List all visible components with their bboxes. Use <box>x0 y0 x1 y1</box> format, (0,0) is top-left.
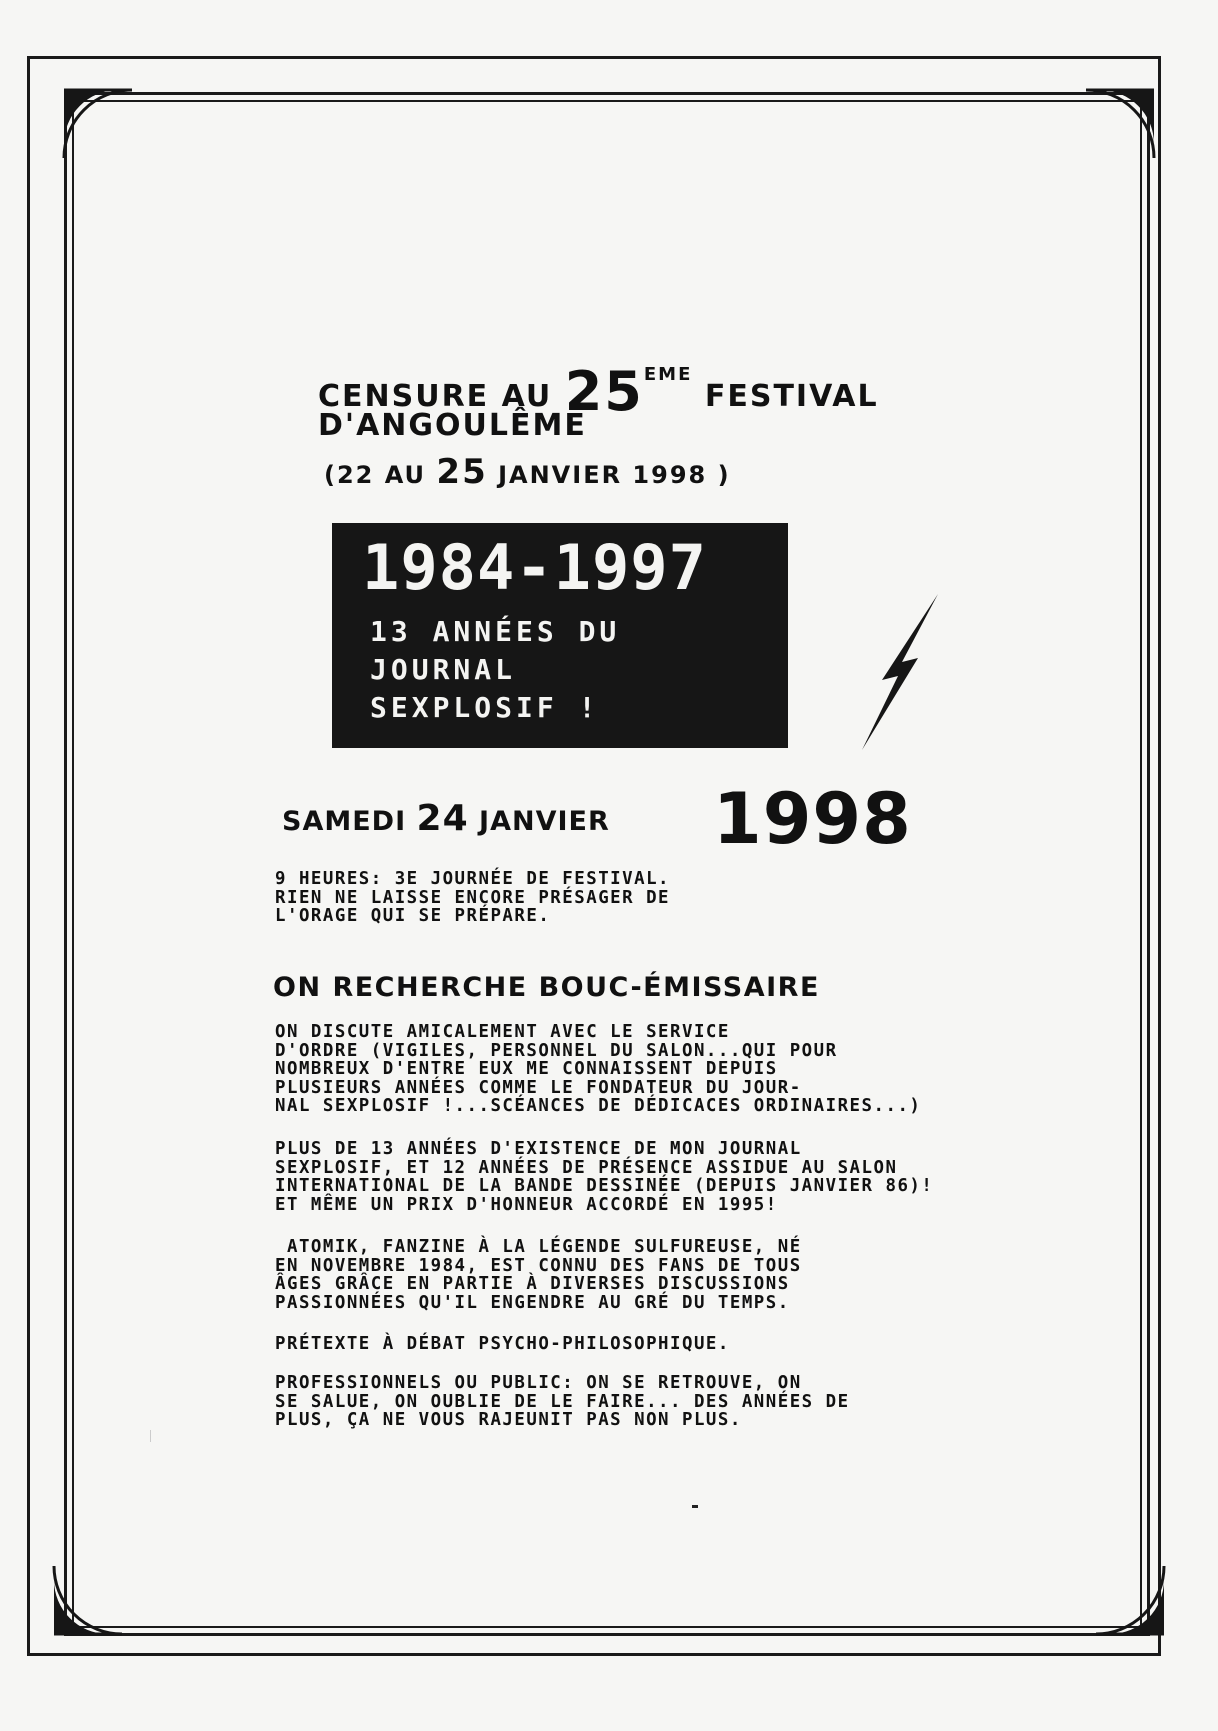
dates-number: 25 <box>436 452 488 492</box>
section-heading: ON RECHERCHE BOUC-ÉMISSAIRE <box>273 972 820 1003</box>
corner-ornament-icon <box>58 84 138 164</box>
title-dates <box>324 452 731 492</box>
paragraph: PRÉTEXTE À DÉBAT PSYCHO-PHILOSOPHIQUE. <box>275 1334 730 1354</box>
paragraph: PLUS DE 13 ANNÉES D'EXISTENCE DE MON JOURNAL SEXPLOSIF, ET 12 ANNÉES DE PRÉSENCE ASSIDUE AU SALON INTERNATIONAL DE LA BANDE DESSINÉE (DEPUIS JANVIER 86)! ET MÊME UN PRIX D'HONNEUR ACCORDÉ EN 1995! <box>275 1139 934 1215</box>
title-text: FESTIVAL <box>704 379 879 414</box>
corner-ornament-icon <box>48 1560 128 1640</box>
title-superscript: EME <box>643 364 693 385</box>
date-year: 1998 <box>713 778 912 860</box>
paragraph: ON DISCUTE AMICALEMENT AVEC LE SERVICE D'ORDRE (VIGILES, PERSONNEL DU SALON...QUI POUR NOMBREUX D'ENTRE EUX ME CONNAISSENT DEPUIS PLUSIEURS ANNÉES COMME LE FONDATEUR DU JOUR- NAL SEXPLOSIF !...SCÉANCES DE DÉDICACES ORDINAIRES...) <box>275 1022 922 1116</box>
box-line-2: JOURNAL <box>370 653 517 686</box>
intro-paragraph: 9 HEURES: 3E JOURNÉE DE FESTIVAL. RIEN NE LAISSE ENCORE PRÉSAGER DE L'ORAGE QUI SE PRÉPARE. <box>275 869 671 926</box>
paragraph: ATOMIK, FANZINE À LA LÉGENDE SULFUREUSE, NÉ EN NOVEMBRE 1984, EST CONNU DES FANS DE TOUS ÂGES GRÂCE EN PARTIE À DIVERSES DISCUSSIONS PASSIONNÉES QU'IL ENGENDRE AU GRÉ DU TEMPS. <box>275 1237 802 1313</box>
date-line <box>282 798 610 839</box>
corner-ornament-icon <box>1080 84 1160 164</box>
paragraph: PROFESSIONNELS OU PUBLIC: ON SE RETROUVE, ON SE SALUE, ON OUBLIE DE LE FAIRE... DES ANNÉES DE PLUS, ÇA NE VOUS RAJEUNIT PAS NON PLUS. <box>275 1373 850 1430</box>
corner-ornament-icon <box>1090 1560 1170 1640</box>
date-day: SAMEDI <box>282 806 407 837</box>
title-number: 25 <box>564 360 644 423</box>
date-number: 24 <box>416 798 469 839</box>
box-line-3: SEXPLOSIF ! <box>370 691 600 724</box>
ink-mark <box>692 1505 698 1508</box>
title-text: CENSURE AU <box>318 379 553 414</box>
highlight-box <box>332 523 788 748</box>
box-line-1: 13 ANNÉES DU <box>370 615 621 648</box>
title-line-2: D'ANGOULÊME <box>318 408 587 443</box>
ink-mark <box>150 1430 151 1442</box>
date-month: JANVIER <box>479 806 610 837</box>
lightning-bolt-icon <box>858 592 942 752</box>
dates-text: (22 AU <box>324 461 427 489</box>
box-years: 1984-1997 <box>362 531 707 604</box>
dates-text: JANVIER 1998 ) <box>498 461 731 489</box>
